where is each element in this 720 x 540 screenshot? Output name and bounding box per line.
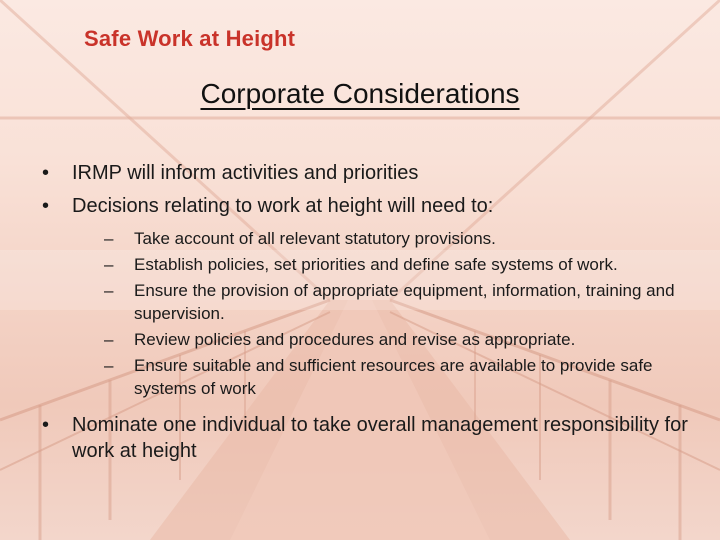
dash-marker: – <box>104 281 114 300</box>
bullet-marker: • <box>42 195 50 217</box>
sub-bullet-text: Take account of all relevant statutory provisions. <box>134 229 496 248</box>
bullet-marker: • <box>42 414 50 436</box>
sub-bullet-text: Ensure the provision of appropriate equipment, information, training and supervision. <box>134 281 675 323</box>
sub-bullet-list <box>72 227 692 400</box>
sub-bullet-item <box>104 253 692 276</box>
sub-bullet-text: Establish policies, set priorities and define safe systems of work. <box>134 255 618 274</box>
dash-marker: – <box>104 229 114 248</box>
brand-header: Safe Work at Height <box>84 26 296 51</box>
sub-bullet-text: Ensure suitable and sufficient resources are available to provide safe systems of work <box>134 356 653 398</box>
sub-bullet-item <box>104 328 692 351</box>
dash-marker: – <box>104 330 114 349</box>
bullet-marker: • <box>42 162 50 184</box>
slide-content <box>42 160 692 471</box>
bullet-text: Decisions relating to work at height will need to: <box>72 195 494 217</box>
dash-marker: – <box>104 356 114 375</box>
bullet-item <box>42 412 692 464</box>
sub-bullet-item <box>104 279 692 325</box>
bullet-text: Nominate one individual to take overall management responsibility for work at height <box>72 414 688 462</box>
bullet-item <box>42 160 692 186</box>
bullet-item <box>42 193 692 400</box>
sub-bullet-item <box>104 227 692 250</box>
bullet-text: IRMP will inform activities and priorities <box>72 162 419 184</box>
dash-marker: – <box>104 255 114 274</box>
bullet-list <box>42 160 692 464</box>
slide-title: Corporate Considerations <box>200 78 520 109</box>
sub-bullet-item <box>104 354 692 400</box>
sub-bullet-text: Review policies and procedures and revise as appropriate. <box>134 330 576 349</box>
